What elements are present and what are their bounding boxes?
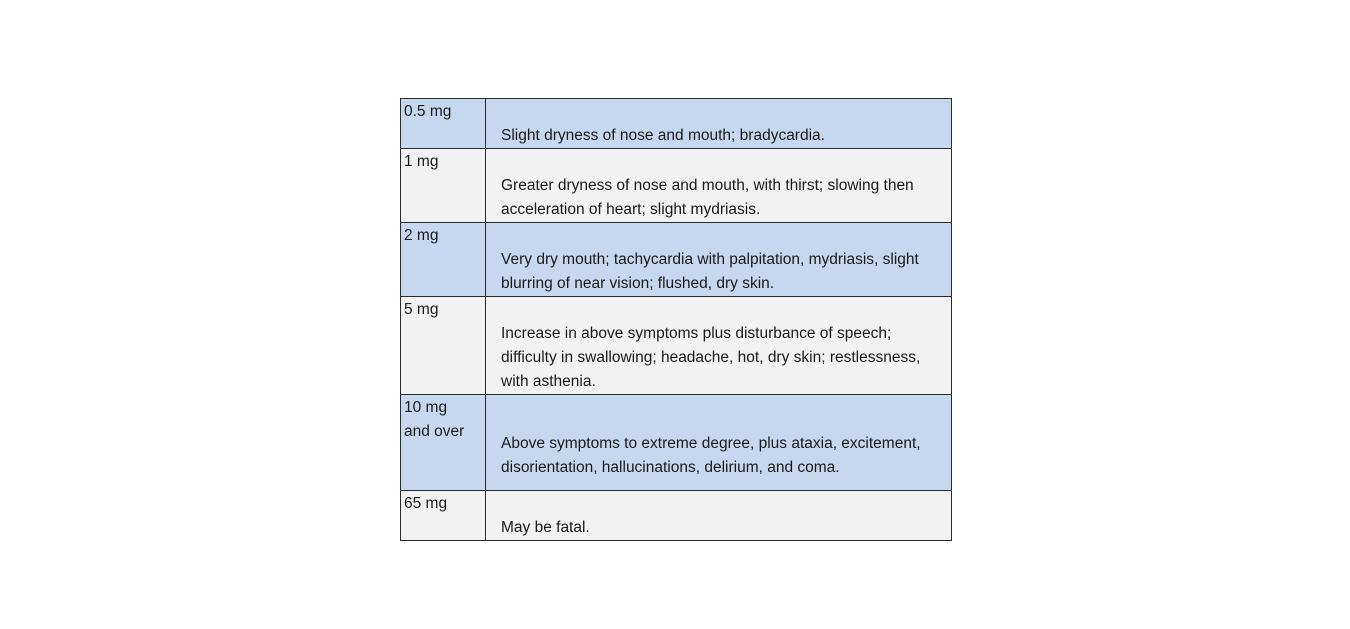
table-row — [401, 149, 952, 223]
table-row — [401, 223, 952, 297]
effect-cell: Greater dryness of nose and mouth, with thirst; slowing then acceleration of heart; slight mydriasis. — [486, 149, 952, 223]
table-row — [401, 99, 952, 149]
effect-cell: Slight dryness of nose and mouth; bradycardia. — [486, 99, 952, 149]
table-row — [401, 491, 952, 541]
effect-cell: Above symptoms to extreme degree, plus ataxia, excitement, disorientation, hallucinations, delirium, and coma. — [486, 395, 952, 491]
dose-cell: 1 mg — [401, 149, 486, 223]
table-row — [401, 395, 952, 491]
effect-cell: May be fatal. — [486, 491, 952, 541]
dose-effects-table — [400, 98, 952, 541]
table-row — [401, 297, 952, 395]
dose-cell: 0.5 mg — [401, 99, 486, 149]
effect-cell: Increase in above symptoms plus disturbance of speech; difficulty in swallowing; headache, hot, dry skin; restlessness, with asthenia. — [486, 297, 952, 395]
dose-cell: 2 mg — [401, 223, 486, 297]
dose-cell: 65 mg — [401, 491, 486, 541]
dose-cell: 5 mg — [401, 297, 486, 395]
effect-cell: Very dry mouth; tachycardia with palpitation, mydriasis, slight blurring of near vision; flushed, dry skin. — [486, 223, 952, 297]
dose-cell: 10 mg and over — [401, 395, 486, 491]
